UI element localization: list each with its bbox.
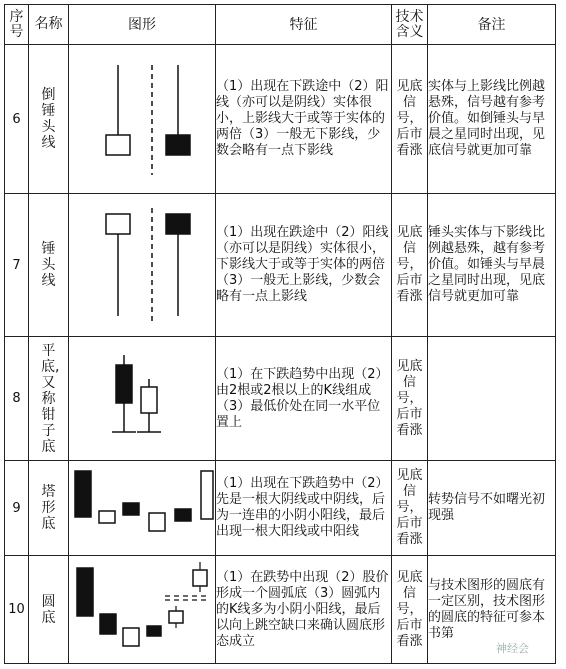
row-number: 10: [5, 556, 29, 664]
row-note: 实体与上影线比例越悬殊，信号越有参考价值。如倒锤头与早晨之星同时出现，见底信号就更加可靠: [428, 45, 556, 194]
row-note: 锤头实体与下影线比例越悬殊，越有参考价值。如锤头与早晨之星同时出现，见底信号就更加可靠: [428, 194, 556, 337]
header-name: 名称: [29, 5, 69, 45]
header-figure: 图形: [69, 5, 216, 45]
row-name: 锤头线: [29, 194, 69, 337]
row-figure: [69, 556, 216, 664]
candlestick-pattern-table: [4, 4, 556, 664]
row-number: 6: [5, 45, 29, 194]
header-note: 备注: [428, 5, 556, 45]
table-row: [5, 45, 556, 194]
inverted-hammer-figure: [69, 45, 215, 193]
row-number: 9: [5, 461, 29, 556]
row-feature: （1）出现在下跌途中（2）阳线（亦可以是阴线）实体很小，上影线大于或等于实体的两倍（3）一般无下影线，少数会略有一点下影线: [216, 45, 392, 194]
row-name: 塔形底: [29, 461, 69, 556]
row-tech: 见底信号，后市看涨: [392, 337, 428, 461]
row-tech: 见底信号，后市看涨: [392, 45, 428, 194]
table-row: [5, 337, 556, 461]
row-name: 倒锤头线: [29, 45, 69, 194]
row-figure: [69, 45, 216, 194]
header-row: [5, 5, 556, 45]
row-note: [428, 337, 556, 461]
hammer-figure: [69, 194, 215, 336]
row-name: 圆底: [29, 556, 69, 664]
header-tech: 技术含义: [392, 5, 428, 45]
row-note: 与技术图形的圆底有一定区别，技术图形的圆底的特征可参本书第: [428, 556, 556, 664]
table-row: [5, 556, 556, 664]
header-feature: 特征: [216, 5, 392, 45]
row-tech: 见底信号，后市看涨: [392, 556, 428, 664]
row-note: 转势信号不如曙光初现强: [428, 461, 556, 556]
row-number: 8: [5, 337, 29, 461]
header-no: 序号: [5, 5, 29, 45]
row-feature: （1）出现在跌途中（2）阳线（亦可以是阴线）实体很小，下影线大于或等于实体的两倍（3）一般无上影线，少数会略有一点上影线: [216, 194, 392, 337]
row-figure: [69, 194, 216, 337]
table-row: [5, 461, 556, 556]
flat-bottom-figure: [69, 337, 215, 460]
row-tech: 见底信号，后市看涨: [392, 461, 428, 556]
row-number: 7: [5, 194, 29, 337]
row-figure: [69, 461, 216, 556]
row-name: 平底,又称钳子底: [29, 337, 69, 461]
watermark: 神经会: [496, 642, 529, 655]
row-tech: 见底信号，后市看涨: [392, 194, 428, 337]
row-feature: （1）出现在下跌趋势中（2）先是一根大阴线或中阴线，后为一连串的小阴小阳线，最后出现一根大阳线或中阳线: [216, 461, 392, 556]
row-feature: （1）在下跌趋势中出现（2）由2根或2根以上的K线组成（3）最低价处在同一水平位置上: [216, 337, 392, 461]
table-row: [5, 194, 556, 337]
tower-bottom-figure: [69, 461, 215, 555]
row-figure: [69, 337, 216, 461]
row-feature: （1）在跌势中出现（2）股价形成一个圆弧底（3）圆弧内的K线多为小阴小阳线，最后以向上跳空缺口来确认圆底形态成立: [216, 556, 392, 664]
round-bottom-figure: [69, 556, 215, 663]
